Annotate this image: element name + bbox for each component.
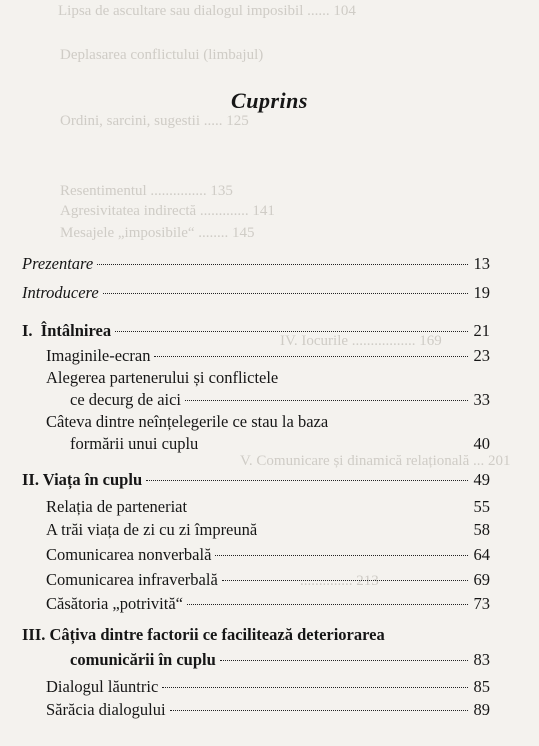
toc-entry-label: Dialogul lăuntric	[46, 677, 159, 696]
toc-entry-label: comunicării în cuplu	[70, 650, 216, 669]
toc-leader-dots	[97, 264, 467, 265]
toc-entry-page: 55	[473, 497, 490, 516]
toc-entry-page: 89	[473, 700, 490, 719]
show-through-text: V. Comunicare și dinamică relațională ... 201	[240, 453, 511, 469]
toc-leader-dots	[170, 710, 468, 711]
toc-entry-page: 13	[473, 254, 490, 273]
toc-entry-label: ce decurg de aici	[70, 390, 182, 409]
toc-entry-label: Comunicarea nonverbală	[46, 545, 212, 564]
toc-entry-page: 40	[473, 434, 490, 453]
toc-entry-label: Prezentare	[22, 254, 94, 273]
toc-chapter-entry[interactable]	[70, 650, 490, 670]
toc-entry-label: A trăi viața de zi cu zi împreună	[46, 520, 258, 539]
toc-entry[interactable]	[46, 497, 490, 517]
show-through-text: Resentimentul ............... 135	[60, 183, 233, 199]
toc-entry-page: 21	[473, 321, 490, 340]
toc-entry-page: 19	[473, 283, 490, 302]
toc-leader-dots	[185, 400, 467, 401]
toc-entry-page: 49	[473, 470, 490, 489]
toc-entry-label: formării unui cuplu	[70, 434, 199, 453]
toc-entry-page: 83	[473, 650, 490, 669]
toc-leader-dots	[103, 293, 468, 294]
toc-entry[interactable]	[46, 570, 490, 590]
show-through-text: .............. 213	[300, 573, 379, 589]
page-title: Cuprins	[231, 88, 308, 113]
toc-chapter-entry[interactable]	[22, 321, 490, 341]
show-through-text: Agresivitatea indirectă ............. 141	[60, 203, 275, 219]
toc-entry[interactable]	[46, 520, 490, 540]
toc-entry-page: 23	[473, 346, 490, 365]
toc-chapter-entry[interactable]	[22, 470, 490, 490]
toc-leader-dots	[220, 660, 468, 661]
toc-entry-page: 64	[473, 545, 490, 564]
toc-entry[interactable]	[46, 346, 490, 366]
toc-leader-dots	[162, 687, 467, 688]
toc-entry[interactable]	[46, 594, 490, 614]
toc-entry[interactable]	[46, 545, 490, 565]
toc-entry-label: I. Întâlnirea	[22, 321, 112, 340]
toc-entry[interactable]	[70, 390, 490, 410]
toc-leader-space	[202, 444, 467, 445]
toc-leader-dots	[115, 331, 467, 332]
toc-entry-label: Relația de parteneriat	[46, 497, 188, 516]
show-through-text: IV. Iocurile ................. 169	[280, 333, 442, 349]
toc-leader-space	[261, 530, 467, 531]
toc-leader-space	[191, 507, 467, 508]
toc-leader-dots	[187, 604, 468, 605]
toc-entry[interactable]	[22, 283, 490, 303]
show-through-text: Deplasarea conflictului (limbajul)	[60, 47, 264, 63]
toc-entry[interactable]	[46, 677, 490, 697]
toc-entry-label: II. Viața în cuplu	[22, 470, 143, 489]
toc-entry[interactable]	[70, 434, 490, 454]
toc-entry-label: Introducere	[22, 283, 99, 302]
toc-leader-dots	[146, 480, 467, 481]
toc-entry-label: Imaginile-ecran	[46, 346, 151, 365]
toc-entry[interactable]	[46, 700, 490, 720]
toc-entry-label: Sărăcia dialogului	[46, 700, 166, 719]
toc-entry-page: 58	[473, 520, 490, 539]
toc-entry-label-line1: Câteva dintre neînțelegerile ce stau la baza	[46, 412, 329, 431]
show-through-text: Mesajele „imposibile“ ........ 145	[60, 225, 255, 241]
toc-leader-dots	[215, 555, 467, 556]
toc-entry-label: Căsătoria „potrivită“	[46, 594, 183, 613]
toc-entry-label-line1: Alegerea partenerului și conflictele	[46, 368, 279, 387]
toc-entry-page: 85	[473, 677, 490, 696]
show-through-text: Lipsa de ascultare sau dialogul imposibil ...... 104	[58, 3, 356, 19]
toc-entry-page: 73	[473, 594, 490, 613]
toc-entry-label: Comunicarea infraverbală	[46, 570, 218, 589]
show-through-text: Ordini, sarcini, sugestii ..... 125	[60, 113, 249, 129]
toc-entry-page: 33	[473, 390, 490, 409]
toc-chapter-label-line1: III. Câțiva dintre factorii ce facilitează deteriorarea	[22, 625, 385, 644]
toc-entry-page: 69	[473, 570, 490, 589]
toc-leader-dots	[222, 580, 468, 581]
toc-entry[interactable]	[22, 254, 490, 274]
toc-leader-dots	[154, 356, 467, 357]
